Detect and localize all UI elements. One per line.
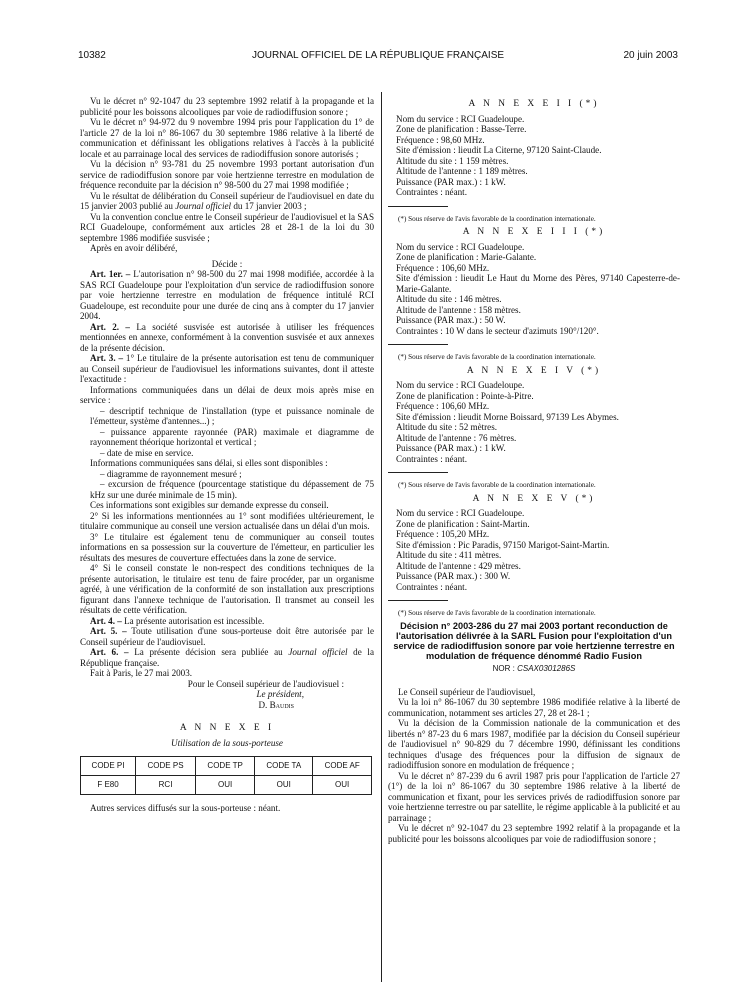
article-3	[80, 353, 374, 385]
visa-paragraph: Vu la convention conclue entre le Conseil supérieur de l'audiovisuel et la SAS RCI Guadeloupe, conformément aux articles 28 et 28-1 de la loi du 30 septembre 1986 modifiée susvisée ;	[80, 211, 374, 243]
annex-field: Zone de planification : Saint-Martin.	[396, 518, 530, 529]
annex-2	[388, 99, 680, 224]
nor-code: CSAX0301286S	[517, 664, 576, 674]
info-delay-heading: Informations communiquées dans un délai de deux mois après mise en service :	[80, 384, 374, 405]
table-cell: OUI	[255, 776, 313, 795]
annex-field: Contraintes : néant.	[396, 187, 467, 197]
annex-field: Altitude du site : 146 mètres.	[396, 294, 502, 304]
annex-field: Altitude du site : 411 mètres.	[396, 550, 502, 560]
annex-field: Puissance (PAR max.) : 50 W.	[396, 315, 506, 325]
annex-field: Altitude de l'antenne : 429 mètres.	[396, 560, 521, 571]
annex-field: Fréquence : 106,60 MHz.	[396, 262, 490, 273]
annex-3	[388, 227, 680, 363]
visa-paragraph: Vu le décret n° 94-972 du 9 novembre 1994 pris pour l'application du 1° de l'article 27 de la loi n° 86-1067 du 30 septembre 1986 relative à la liberté de communication et définissant les obligations relatives à l'accès à la publicité locale et au parrainage local des services de radiodiffusion sonore autorisés ;	[80, 117, 374, 159]
visa-paragraph: Vu le décret n° 92-1047 du 23 septembre 1992 relatif à la propagande et la publicité pour les boissons alcooliques par voie de radiodiffusion sonore ;	[80, 96, 374, 117]
article-text: La société susvisée est autorisée à utiliser les fréquences mentionnées en annexe, conformément à la convention susvisée et aux annexes de la présente décision.	[80, 321, 374, 353]
left-column	[80, 96, 374, 814]
annex-field: Nom du service : RCI Guadeloupe.	[396, 508, 525, 518]
article-label: Art. 4. –	[90, 615, 122, 626]
table-cell: RCI	[136, 776, 196, 795]
annex-field: Altitude du site : 52 mètres.	[396, 422, 498, 432]
annex-field: Nom du service : RCI Guadeloupe.	[396, 113, 525, 124]
list-item: – excursion de fréquence (pourcentage statistique du dépassement de 75 kHz sur une durée minimale de 15 min).	[90, 479, 374, 500]
visa-text: du 17 janvier 2003 ;	[231, 201, 307, 211]
annex-field: Nom du service : RCI Guadeloupe.	[396, 241, 525, 252]
annex-field: Altitude du site : 1 159 mètres.	[396, 155, 509, 166]
body-paragraph: Ces informations sont exigibles sur demande expresse du conseil.	[90, 500, 329, 510]
other-services-text: Autres services diffusés sur la sous-porteuse : néant.	[90, 803, 281, 813]
article-4	[80, 616, 374, 627]
visa-paragraph: Vu le décret n° 87-239 du 6 avril 1987 pris pour l'application de l'article 27 (1°) de la loi n° 86-1067 du 30 septembre 1986 relative à la liberté de communication et fixant, pour les services privés de radiodiffusion sonore par voie hertzienne terrestre ou par satellite, le régime applicable à la publicité et au parrainage ;	[388, 770, 680, 823]
annex-field: Zone de planification : Pointe-à-Pitre.	[396, 390, 534, 401]
issue-date: 20 juin 2003	[623, 50, 678, 61]
article-label: Art. 1er. –	[90, 269, 131, 279]
footnote-rule	[388, 206, 448, 207]
annex-field: Site d'émission : lieudit La Citerne, 97120 Saint-Claude.	[396, 145, 602, 155]
table-header-row	[81, 757, 372, 776]
footnote: (*) Sous réserve de l'avis favorable de la coordination internationale.	[398, 214, 596, 223]
footnote: (*) Sous réserve de l'avis favorable de la coordination internationale.	[398, 609, 596, 617]
annex-field: Site d'émission : lieudit Morne Boissard, 97139 Les Abymes.	[396, 411, 619, 422]
page-number: 10382	[78, 50, 106, 61]
article-6	[80, 647, 374, 668]
decide-heading: Décide :	[211, 258, 243, 269]
article-label: Art. 5. –	[90, 626, 127, 636]
page-header	[78, 50, 678, 64]
table-cell: OUI	[196, 776, 255, 795]
annex-field: Zone de planification : Marie-Galante.	[396, 252, 537, 262]
table-cell: F E80	[81, 776, 136, 795]
table-header: CODE PI	[81, 757, 136, 776]
body-paragraph: 2° Si les informations mentionnées au 1° sont modifiées ultérieurement, le titulaire communique au conseil une version actualisée dans un délai d'un mois.	[80, 510, 374, 531]
subcarrier-table	[80, 756, 372, 795]
journal-ref: Journal officiel	[288, 647, 348, 657]
visa-paragraph	[80, 191, 374, 212]
decision-title: Décision n° 2003-286 du 27 mai 2003 portant reconduction de l'autorisation délivrée à la SARL Fusion pour l'exploitation d'un service de radiodiffusion sonore par voie hertzienne terrestre en modulation de fréquence dénommé Radio Fusion	[393, 620, 675, 662]
info-nodelay-heading: Informations communiquées sans délai, si elles sont disponibles :	[90, 458, 328, 468]
article-text: Toute utilisation d'une sous-porteuse doit être autorisée par le Conseil supérieur de l'audiovisuel.	[80, 626, 374, 647]
list-item: – date de mise en service.	[100, 447, 194, 458]
table-row	[81, 776, 372, 795]
list-item: – descriptif technique de l'installation (type et puissance nominale de l'émetteur, système d'antennes...) ;	[90, 405, 374, 426]
visa-paragraph: Vu la loi n° 86-1067 du 30 septembre 1986 modifiée relative à la liberté de communication, notamment ses articles 27, 28 et 28-1 ;	[388, 697, 680, 718]
annex-field: Puissance (PAR max.) : 1 kW.	[396, 443, 506, 453]
signature-title: Le président,	[256, 689, 304, 699]
footnote: (*) Sous réserve de l'avis favorable de la coordination internationale.	[398, 353, 596, 361]
signature-line: Pour le Conseil supérieur de l'audiovisuel :	[187, 678, 344, 689]
footnote: (*) Sous réserve de l'avis favorable de la coordination internationale.	[398, 481, 596, 489]
article-label: Art. 2. –	[90, 321, 130, 332]
annex-field: Contraintes : 10 W dans le secteur d'azimuts 190°/120°.	[396, 325, 599, 336]
annex-4	[388, 366, 680, 491]
visa-paragraph: Vu la décision n° 93-781 du 25 novembre 1993 portant autorisation d'un service de radiodiffusion sonore par voie hertzienne terrestre en modulation de fréquence reconduite par la décision n° 98-500 du 27 mai 1998 modifiée ;	[80, 159, 374, 190]
nor-reference	[388, 664, 680, 675]
annex-field: Site d'émission : lieudit Le Haut du Morne des Pères, 97140 Capesterre-de-Marie-Galante.	[396, 273, 680, 294]
article-text: L'autorisation n° 98-500 du 27 mai 1998 modifiée, accordée à la SAS RCI Guadeloupe pour l'exploitation d'un service de radiodiffusion sonore par voie hertzienne terrestre en modulation de fréquence intitulé RCI Guadeloupe, est reconduite pour une durée de cinq ans à compter du 17 janvier 2004.	[80, 269, 374, 321]
list-item: – puissance apparente rayonnée (PAR) maximale et diagramme de rayonnement théorique horizontal et vertical ;	[90, 426, 374, 447]
annex-1-subtitle: Utilisation de la sous-porteuse	[171, 737, 283, 748]
table-header: CODE AF	[313, 757, 372, 776]
annex-title: A N N E X E I I (*)	[468, 99, 600, 109]
article-text: 1° Le titulaire de la présente autorisation est tenu de communiquer au Conseil supérieur de l'audiovisuel les informations suivantes, dont il atteste l'exactitude :	[80, 353, 374, 384]
annex-field: Puissance (PAR max.) : 1 kW.	[396, 176, 506, 187]
visa-text: Vu le résultat de délibération du Conseil supérieur de l'audiovisuel en date du 15 janvier 2003 publié au	[80, 190, 374, 211]
footnote-rule	[388, 472, 448, 473]
body-paragraph: 4° Si le conseil constate le non-respect des conditions techniques de la présente autorisation, le titulaire est tenu de faire procéder, par un organisme agréé, à une vérification de la conformité de son installation aux prescriptions figurant dans l'annexe technique de l'autorisation. Il transmet au conseil les résultats de cette vérification.	[80, 563, 374, 615]
article-2	[80, 322, 374, 354]
annex-field: Contraintes : néant.	[396, 453, 467, 464]
body-paragraph: 3° Le titulaire est également tenu de communiquer au conseil toutes informations en sa possession sur la couverture de l'émetteur, en particulier les résultats des mesures de couverture effectuées dans la zone de service.	[80, 531, 374, 563]
annex-field: Nom du service : RCI Guadeloupe.	[396, 380, 525, 390]
footnote-rule	[388, 344, 448, 345]
signature-date: Fait à Paris, le 27 mai 2003.	[90, 668, 193, 678]
annex-5	[388, 494, 680, 619]
journal-ref: Journal officiel	[175, 201, 232, 211]
column-divider	[381, 92, 382, 982]
annex-field: Contraintes : néant.	[396, 581, 467, 592]
table-header: CODE PS	[136, 757, 196, 776]
annex-field: Fréquence : 105,20 MHz.	[396, 529, 490, 539]
table-cell: OUI	[313, 776, 372, 795]
annex-title: A N N E X E I V (*)	[466, 365, 602, 376]
annex-field: Fréquence : 106,60 MHz.	[396, 401, 490, 411]
right-column	[388, 96, 680, 844]
article-text: de la République française.	[80, 647, 374, 668]
article-label: Art. 6. –	[90, 647, 129, 657]
deliberation-text: Après en avoir délibéré,	[90, 243, 178, 253]
visa-paragraph: Vu la décision de la Commission nationale de la communication et des libertés n° 87-23 du 6 mars 1987, modifiée par la décision du Conseil supérieur de l'audiovisuel n° 90-829 du 7 décembre 1990, définissant les conditions techniques d'usage des fréquences pour la diffusion de signaux de radiodiffusion sonore en modulation de fréquence ;	[388, 718, 680, 771]
annex-1-title: A N N E X E I	[179, 723, 275, 733]
article-text: La présente décision sera publiée au	[128, 647, 289, 657]
footnote-rule	[388, 600, 448, 601]
journal-title: JOURNAL OFFICIEL DE LA RÉPUBLIQUE FRANÇAISE	[251, 50, 505, 61]
annex-title: A N N E X E I I I (*)	[462, 227, 606, 237]
signature-name: D. Baudis	[258, 699, 294, 710]
table-header: CODE TA	[255, 757, 313, 776]
annex-title: A N N E X E V (*)	[472, 493, 596, 504]
article-5	[80, 626, 374, 647]
annex-field: Puissance (PAR max.) : 300 W.	[396, 571, 511, 581]
annex-field: Fréquence : 98,60 MHz.	[396, 134, 485, 145]
nor-label: NOR :	[492, 664, 518, 674]
visa-paragraph: Vu le décret n° 92-1047 du 23 septembre 1992 relatif à la propagande et la publicité pour les boissons alcooliques par voie de radiodiffusion sonore ;	[388, 823, 680, 844]
annex-field: Altitude de l'antenne : 158 mètres.	[396, 304, 521, 315]
annex-field: Zone de planification : Basse-Terre.	[396, 124, 527, 134]
annex-field: Altitude de l'antenne : 1 189 mètres.	[396, 166, 528, 176]
article-text: La présente autorisation est incessible.	[121, 615, 265, 626]
annex-field: Site d'émission : Pic Paradis, 97150 Marigot-Saint-Martin.	[396, 539, 610, 550]
article-label: Art. 3. –	[90, 353, 124, 363]
annex-field: Altitude de l'antenne : 76 mètres.	[396, 432, 517, 443]
article-1	[80, 269, 374, 322]
body-paragraph: Le Conseil supérieur de l'audiovisuel,	[398, 686, 536, 697]
table-header: CODE TP	[196, 757, 255, 776]
list-item: – diagramme de rayonnement mesuré ;	[100, 468, 242, 479]
